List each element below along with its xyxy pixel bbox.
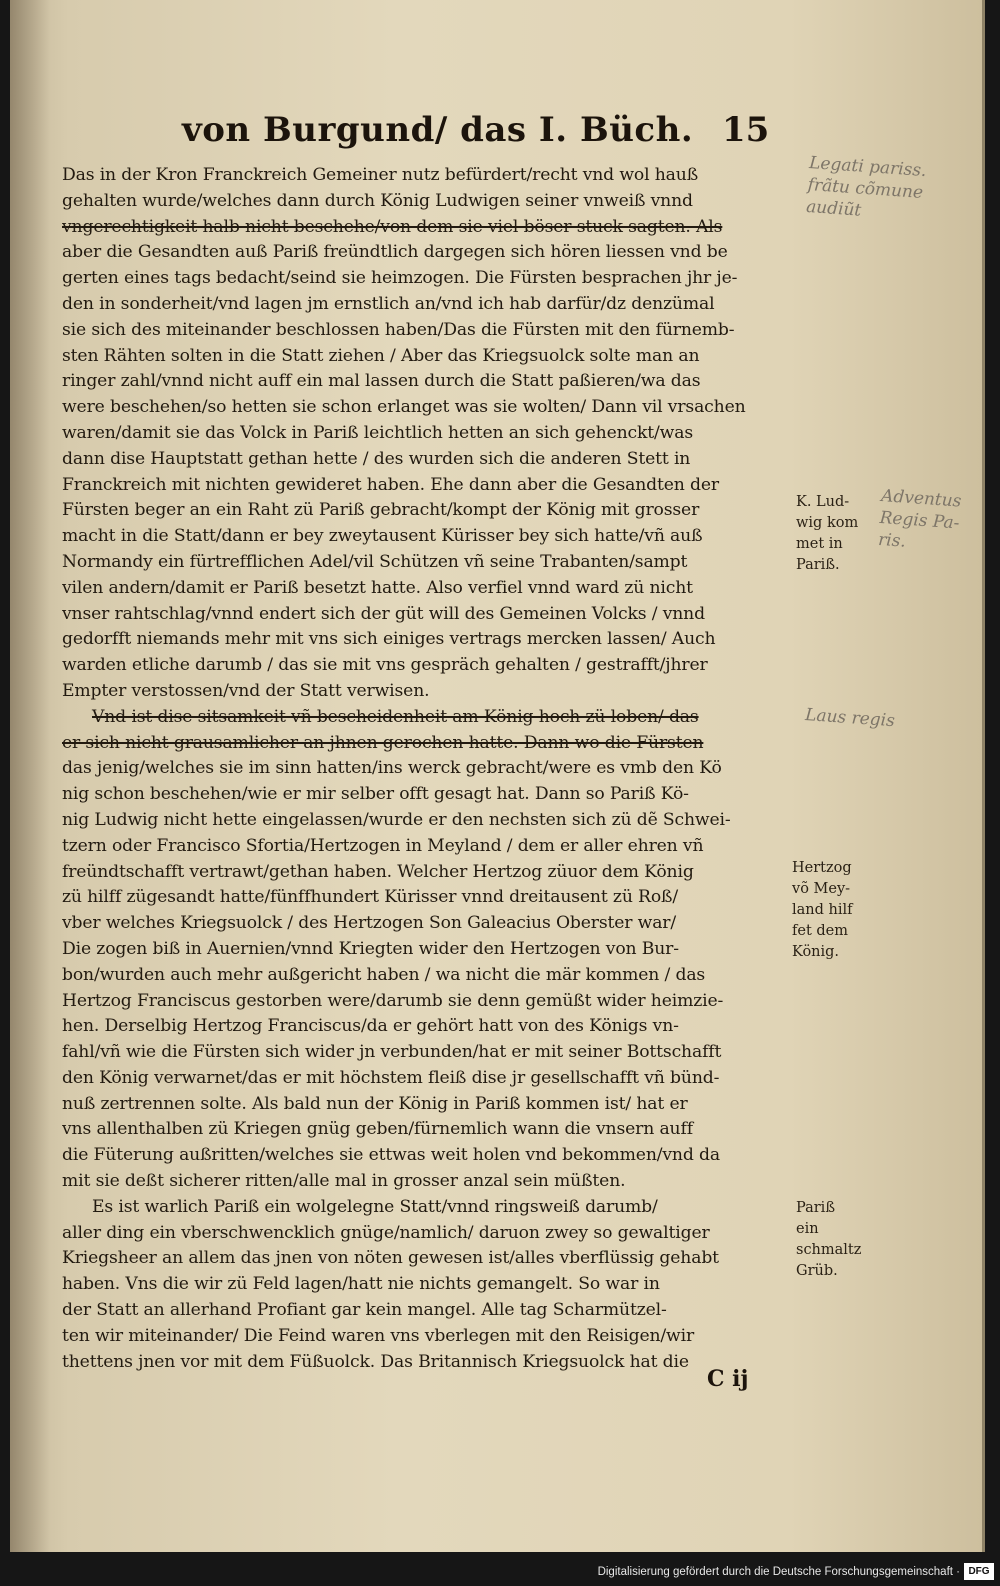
text-line: gehalten wurde/welches dann durch König Ludwigen seiner vnweiß vnnd (62, 190, 693, 211)
folio-number: 15 (722, 110, 770, 150)
text-line: Das in der Kron Franckreich Gemeiner nutz befürdert/recht vnd wol hauß (62, 165, 699, 185)
text-line: Es ist warlich Pariß ein wolgelegne Statt/vnnd ringsweiß darumb/ (92, 1196, 658, 1217)
text-line: dann dise Hauptstatt gethan hette / des wurden sich die anderen Stett in (62, 448, 691, 469)
text-line: aber die Gesandten auß Pariß freündtlich dargegen sich hören liessen vnd be (62, 242, 728, 263)
text-line: den König verwarnet/das er mit höchstem fleiß dise jr gesellschafft vñ bünd- (62, 1067, 720, 1088)
text-line: bon/wurden auch mehr außgericht haben / wa nicht die mär kommen / das (62, 964, 706, 985)
text-line: vns allenthalben zü Kriegen gnüg geben/fürnemlich wann die vnsern auff (62, 1119, 693, 1140)
text-line: ringer zahl/vnnd nicht auff ein mal lassen durch die Statt paßieren/wa das (62, 371, 701, 392)
text-line: haben. Vns die wir zü Feld lagen/hatt nie nichts gemangelt. So war in (62, 1274, 660, 1295)
text-line: Empter verstossen/vnd der Statt verwisen. (62, 680, 430, 701)
text-line: ten wir miteinander/ Die Feind waren vns vberlegen mit den Reisigen/wir (62, 1325, 695, 1346)
scanned-page (10, 0, 985, 1552)
text-line: die Füterung außritten/welches sie ettwas weit holen vnd bekommen/vnd da (62, 1145, 720, 1166)
text-line: sten Rähten solten in die Statt ziehen / Aber das Kriegsuolck solte man an (62, 345, 700, 366)
text-line: vilen andern/damit er Pariß besetzt hatte. Also verfiel vnnd ward zü nicht (62, 577, 693, 598)
text-line: warden etliche darumb / das sie mit vns gespräch gehalten / gestrafft/jhrer (62, 655, 708, 676)
text-line: nuß zertrennen solte. Als bald nun der König in Pariß kommen ist/ hat er (62, 1093, 688, 1114)
text-line: Hertzog Franciscus gestorben were/darumb sie denn gemüßt wider heimzie- (62, 990, 724, 1011)
text-line: Fürsten beger an ein Raht zü Pariß gebracht/kompt der König mit grosser (62, 500, 700, 521)
text-line: fahl/vñ wie die Fürsten sich wider jn verbunden/hat er mit seiner Bottschafft (62, 1042, 722, 1063)
side-note-pariss: Pariß ein schmaltz Grüb. (796, 1200, 862, 1279)
text-line: nig Ludwig nicht hette eingelassen/wurde er den nechsten sich zü dẽ Schwei- (62, 809, 731, 830)
side-note-meyland: Hertzog võ Mey- land hilf fet dem König. (792, 860, 853, 960)
binding-shadow (10, 0, 50, 1552)
text-line: tzern oder Francisco Sfortia/Hertzogen in Meyland / dem er aller ehren vñ (62, 835, 704, 856)
text-line: gedorfft niemands mehr mit vns sich einiges vertrags mercken lassen/ Auch (62, 629, 716, 650)
text-line: den in sonderheit/vnd lagen jm ernstlich an/vnd ich hab darfür/dz denzümal (62, 293, 715, 314)
text-line: nig schon beschehen/wie er mir selber offt gesagt hat. Dann so Pariß Kö- (62, 784, 689, 805)
text-line: vngerechtigkeit halb nicht beschehe/von dem sie viel böser stuck sagten. Als (62, 216, 723, 237)
text-line: gerten eines tags bedacht/seind sie heimzogen. Die Fürsten besprachen jhr je- (62, 268, 738, 289)
text-line: zü hilff zügesandt hatte/fünffhundert Kürisser vnnd dreitausent zü Roß/ (62, 887, 679, 908)
body-text (62, 163, 802, 1375)
running-head: von Burgund/ das I. Büch. (182, 110, 694, 150)
text-line: das jenig/welches sie im sinn hatten/ins werck gebracht/were es vmb den Kö (62, 758, 722, 779)
text-line: sie sich des miteinander beschlossen haben/Das die Fürsten mit den fürnemb- (62, 319, 735, 340)
text-line: mit sie deßt sicherer ritten/alle mal in grosser anzal sein müßten. (62, 1171, 626, 1192)
text-line: waren/damit sie das Volck in Pariß leichtlich hetten an sich gehenckt/was (62, 422, 694, 443)
text-line: were beschehen/so hetten sie schon erlanget was sie wolten/ Dann vil vrsachen (62, 397, 746, 418)
signature-mark: C ij (707, 1366, 749, 1392)
text-line: vber welches Kriegsuolck / des Hertzogen Son Galeacius Oberster war/ (62, 913, 677, 934)
handwritten-note-legati: Legati pariss. frãtu cõmune audiũt (805, 152, 928, 221)
text-line: Vnd ist dise sitsamkeit vñ bescheidenheit am König hoch zü loben/ das (92, 706, 699, 727)
text-line: aller ding ein vberschwencklich gnüge/namlich/ daruon zwey so gewaltiger (62, 1222, 710, 1243)
text-line: Kriegsheer an allem das jnen von nöten gewesen ist/alles vberflüssig gehabt (62, 1248, 719, 1269)
text-line: macht in die Statt/dann er bey zweytausent Kürisser bey sich hatte/vñ auß (62, 526, 703, 547)
handwritten-note-adventus: Adventus Regis Pa- ris. (877, 485, 963, 552)
side-note-ludwig: K. Lud- wig kom met in Pariß. (796, 494, 859, 573)
text-line: vnser rahtschlag/vnnd endert sich der güt will des Gemeinen Volcks / vnnd (62, 603, 705, 624)
text-line: Die zogen biß in Auernien/vnnd Kriegten wider den Hertzogen von Bur- (62, 938, 679, 959)
dfg-logo-icon: DFG (964, 1563, 994, 1580)
text-line: er sich nicht grausamlicher an jhnen gerochen hatte. Dann wo die Fürsten (62, 732, 704, 753)
text-line: thettens jnen vor mit dem Füßuolck. Das Britannisch Kriegsuolck hat die (62, 1351, 689, 1372)
text-line: Normandy ein fürtrefflichen Adel/vil Schützen vñ seine Trabanten/sampt (62, 551, 688, 572)
text-line: Franckreich mit nichten gewideret haben. Ehe dann aber die Gesandten der (62, 474, 719, 495)
footer-credit: Digitalisierung gefördert durch die Deutsche Forschungsgemeinschaft · (597, 1566, 960, 1578)
handwritten-note-laus: Laus regis (804, 704, 896, 732)
text-line: der Statt an allerhand Profiant gar kein mangel. Alle tag Scharmützel- (62, 1300, 667, 1321)
text-line: freündtschafft vertrawt/gethan haben. Welcher Hertzog züuor dem König (62, 861, 694, 882)
text-line: hen. Derselbig Hertzog Franciscus/da er gehört hatt von des Königs vn- (62, 1016, 679, 1037)
